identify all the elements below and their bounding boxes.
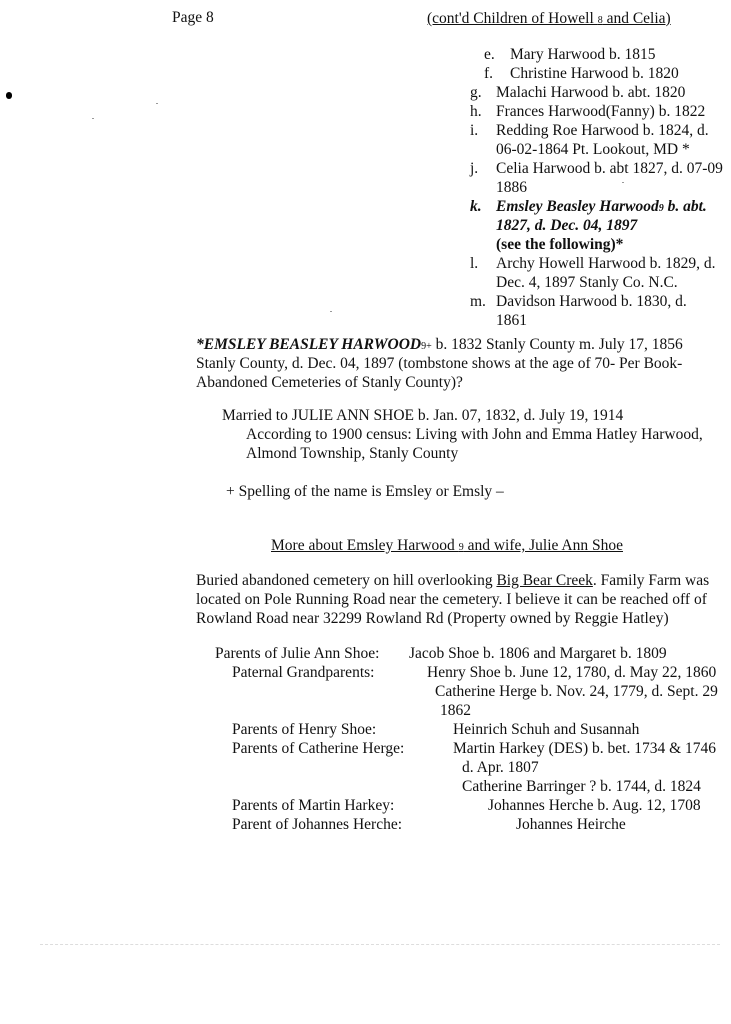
genealogy-value: d. Apr. 1807 [462,759,539,776]
emsley-name-sup: 9+ [421,341,432,352]
list-item-highlighted [470,197,707,218]
list-letter: j. [470,160,479,177]
more-about-pre: More about Emsley Harwood [271,537,459,554]
list-continuation: 06-02-1864 Pt. Lookout, MD * [496,141,690,158]
more-about-post: and wife, Julie Ann Shoe [463,537,623,554]
list-item [470,102,705,121]
continued-title-post: and Celia) [602,10,671,27]
emsley-name: *EMSLEY BEASLEY HARWOOD [196,336,422,353]
list-text: b. abt. [663,198,707,215]
spelling-note: + Spelling of the name is Emsley or Emsly – [226,483,504,500]
list-text: Redding Roe Harwood b. 1824, d. [496,122,709,139]
list-text: Emsley Beasley Harwood [496,198,659,215]
list-item [470,254,716,273]
more-about-sup: 9 [458,542,464,553]
list-letter: k. [470,198,482,215]
scan-speck [156,103,158,104]
list-letter: l. [470,255,479,272]
list-continuation: 1886 [496,179,527,196]
more-about-heading [271,536,623,557]
marriage-line-3: Almond Township, Stanly County [246,445,459,462]
burial-line-1-post: . Family Farm was [592,572,710,589]
list-item [484,45,656,64]
genealogy-label: Paternal Grandparents: [232,664,375,681]
genealogy-value: Jacob Shoe b. 1806 and Margaret b. 1809 [409,645,667,662]
list-continuation: 1861 [496,312,527,329]
burial-line-3: Rowland Road near 32299 Rowland Rd (Property owned by Reggie Hatley) [196,610,669,627]
list-text: Christine Harwood b. 1820 [510,65,679,82]
marriage-line-2: According to 1900 census: Living with John and Emma Hatley Harwood, [246,426,703,443]
list-text: Mary Harwood b. 1815 [510,46,656,63]
genealogy-label: Parents of Martin Harkey: [232,797,395,814]
genealogy-label: Parents of Catherine Herge: [232,740,405,757]
list-text-sup: 9 [658,203,664,214]
burial-line-1 [196,571,709,590]
list-letter: h. [470,103,482,120]
emsley-line-3: Abandoned Cemeteries of Stanly County)? [196,374,463,391]
continued-title [427,9,671,30]
genealogy-value: Heinrich Schuh and Susannah [453,721,640,738]
list-text: Malachi Harwood b. abt. 1820 [496,84,686,101]
genealogy-value: Johannes Herche b. Aug. 12, 1708 [488,797,701,814]
list-item [470,121,709,140]
continued-title-sup: 8 [597,15,603,26]
scan-fold-line [40,944,720,945]
list-letter: m. [470,293,486,310]
genealogy-label: Parents of Julie Ann Shoe: [215,645,380,662]
genealogy-value: Catherine Herge b. Nov. 24, 1779, d. Sept. 29 [435,683,718,700]
burial-line-1-pre: Buried abandoned cemetery on hill overlooking [196,572,497,589]
scan-mark [6,92,12,99]
list-item [484,64,679,83]
emsley-line-2: Stanly County, d. Dec. 04, 1897 (tombstone shows at the age of 70- Per Book- [196,355,683,372]
list-text: Davidson Harwood b. 1830, d. [496,293,687,310]
scan-speck [92,118,94,119]
genealogy-label: Parents of Henry Shoe: [232,721,377,738]
list-letter: f. [484,65,494,82]
page-label: Page 8 [172,9,214,26]
list-continuation: (see the following)* [496,236,624,253]
list-item [470,292,687,311]
list-item [470,159,723,178]
burial-line-2: located on Pole Running Road near the cemetery. I believe it can be reached off of [196,591,707,608]
list-text: Celia Harwood b. abt 1827, d. 07-09 [496,160,723,177]
genealogy-value: Henry Shoe b. June 12, 1780, d. May 22, 1860 [427,664,717,681]
emsley-line-1 [196,335,683,356]
genealogy-value: 1862 [440,702,471,719]
list-continuation: Dec. 4, 1897 Stanly Co. N.C. [496,274,678,291]
list-text: Archy Howell Harwood b. 1829, d. [496,255,716,272]
continued-title-pre: (cont'd Children of Howell [427,10,598,27]
genealogy-value: Martin Harkey (DES) b. bet. 1734 & 1746 [453,740,717,757]
list-continuation: 1827, d. Dec. 04, 1897 [496,217,638,234]
list-letter: g. [470,84,482,101]
list-letter: e. [484,46,495,63]
list-item [470,83,685,102]
genealogy-label: Parent of Johannes Herche: [232,816,403,833]
marriage-line-1: Married to JULIE ANN SHOE b. Jan. 07, 1832, d. July 19, 1914 [222,407,624,424]
big-bear-creek: Big Bear Creek [496,572,593,589]
emsley-line-1-rest: b. 1832 Stanly County m. July 17, 1856 [431,336,683,353]
genealogy-value: Catherine Barringer ? b. 1744, d. 1824 [462,778,701,795]
scan-speck [622,182,624,183]
scan-speck [330,311,332,312]
list-letter: i. [470,122,479,139]
genealogy-value: Johannes Heirche [516,816,626,833]
list-text: Frances Harwood(Fanny) b. 1822 [496,103,706,120]
